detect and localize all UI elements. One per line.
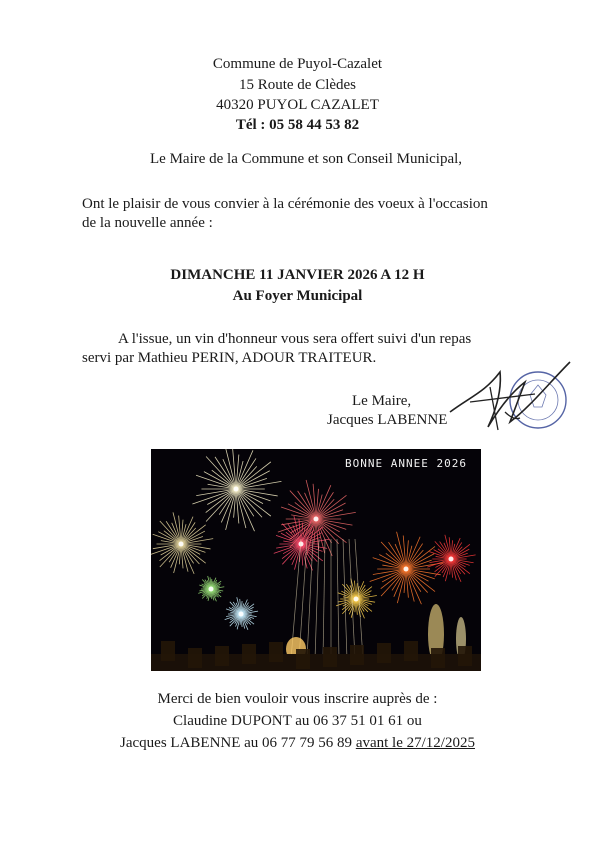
fireworks-icon (151, 449, 481, 671)
header-tel: Tél : 05 58 44 53 82 (235, 117, 360, 133)
signature-title: Le Maire, (352, 393, 412, 409)
handwritten-signature-icon (440, 352, 580, 447)
fireworks-photo (151, 449, 481, 671)
header-city: 40320 PUYOL CAZALET (216, 97, 379, 113)
invite-line-2: de la nouvelle année : (82, 215, 213, 231)
event-place: Au Foyer Municipal (232, 288, 363, 304)
after-line-1: A l'issue, un vin d'honneur vous sera offert suivi d'un repas (118, 331, 472, 347)
after-line-2: servi par Mathieu PERIN, ADOUR TRAITEUR. (82, 350, 377, 366)
footer-line-1: Merci de bien vouloir vous inscrire auprès de : (157, 691, 438, 707)
header-commune: Commune de Puyol-Cazalet (212, 56, 383, 72)
signature-name: Jacques LABENNE (327, 412, 448, 428)
footer-deadline: avant le 27/12/2025 (355, 735, 475, 751)
invite-line-1: Ont le plaisir de vous convier à la cérémonie des voeux à l'occasion (82, 196, 488, 212)
header-street: 15 Route de Clèdes (238, 77, 357, 93)
footer-line-3 (0, 734, 595, 753)
event-date: DIMANCHE 11 JANVIER 2026 A 12 H (170, 267, 425, 283)
intro-text: Le Maire de la Commune et son Conseil Municipal, (150, 151, 463, 167)
photo-banner: BONNE ANNEE 2026 (345, 457, 467, 470)
footer-contact: Jacques LABENNE au 06 77 79 56 89 (120, 735, 353, 751)
footer-line-2: Claudine DUPONT au 06 37 51 01 61 ou (173, 713, 422, 729)
